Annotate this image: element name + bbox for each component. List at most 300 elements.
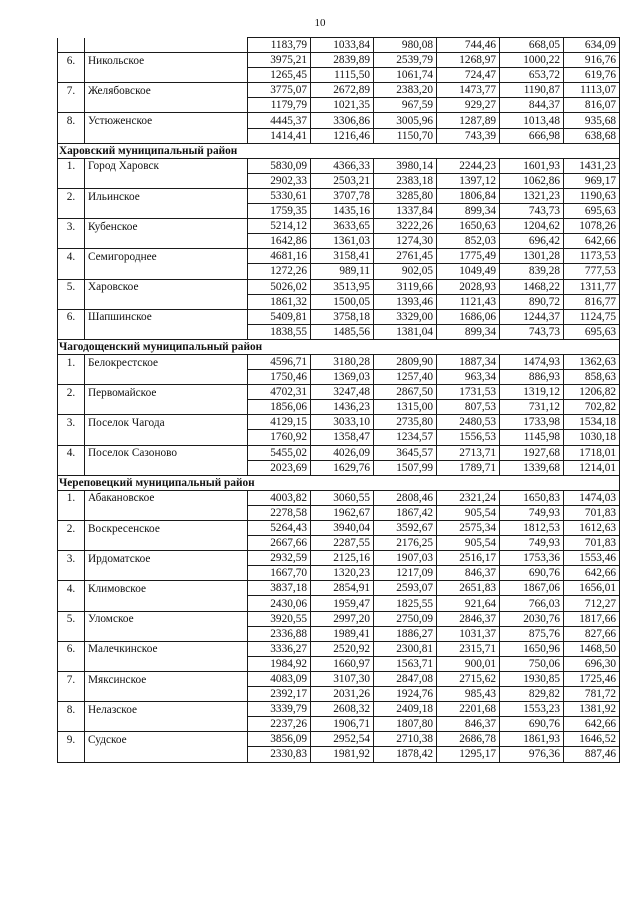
row-number: [58, 400, 85, 415]
value-cell: 1806,84: [437, 188, 500, 203]
value-cell: 668,05: [500, 38, 564, 53]
value-cell: 2125,16: [311, 551, 374, 566]
value-cell: 4083,09: [248, 671, 311, 686]
value-cell: 1244,37: [500, 309, 564, 324]
table-row: [58, 264, 620, 279]
value-cell: 2672,89: [311, 83, 374, 98]
value-cell: 4681,16: [248, 249, 311, 264]
value-cell: 1115,50: [311, 68, 374, 83]
value-cell: 846,37: [437, 717, 500, 732]
value-cell: 2715,62: [437, 671, 500, 686]
value-cell: 743,73: [500, 324, 564, 339]
settlement-name: [85, 460, 248, 475]
value-cell: 890,72: [500, 294, 564, 309]
table-row: [58, 445, 620, 460]
value-cell: 3837,18: [248, 581, 311, 596]
value-cell: 743,73: [500, 204, 564, 219]
value-cell: 695,63: [564, 204, 620, 219]
table-row: [58, 83, 620, 98]
table-row: [58, 204, 620, 219]
value-cell: 1750,46: [248, 370, 311, 385]
row-number: [58, 460, 85, 475]
value-cell: 899,34: [437, 324, 500, 339]
value-cell: 935,68: [564, 113, 620, 128]
settlement-name: Судское: [85, 732, 248, 747]
value-cell: 777,53: [564, 264, 620, 279]
value-cell: 1856,06: [248, 400, 311, 415]
value-cell: 1214,01: [564, 460, 620, 475]
value-cell: 3119,66: [374, 279, 437, 294]
row-number: [58, 68, 85, 83]
table-row: [58, 656, 620, 671]
value-cell: 1031,37: [437, 626, 500, 641]
value-cell: 1268,97: [437, 53, 500, 68]
settlement-name: [85, 626, 248, 641]
table-row: [58, 717, 620, 732]
value-cell: 3940,04: [311, 521, 374, 536]
value-cell: 2031,26: [311, 687, 374, 702]
value-cell: 1989,41: [311, 626, 374, 641]
value-cell: 1753,36: [500, 551, 564, 566]
value-cell: 916,76: [564, 53, 620, 68]
value-cell: 846,37: [437, 566, 500, 581]
value-cell: 2686,78: [437, 732, 500, 747]
table-row: [58, 324, 620, 339]
row-number: [58, 370, 85, 385]
value-cell: 1733,98: [500, 415, 564, 430]
value-cell: 1981,92: [311, 747, 374, 762]
value-cell: 816,77: [564, 294, 620, 309]
value-cell: 750,06: [500, 656, 564, 671]
value-cell: 1183,79: [248, 38, 311, 53]
value-cell: 1311,77: [564, 279, 620, 294]
row-number: 6.: [58, 309, 85, 324]
row-number: 6.: [58, 641, 85, 656]
table-row: [58, 219, 620, 234]
value-cell: 2713,71: [437, 445, 500, 460]
row-number: 3.: [58, 219, 85, 234]
value-cell: 2030,76: [500, 611, 564, 626]
value-cell: 1718,01: [564, 445, 620, 460]
settlement-name: [85, 234, 248, 249]
value-cell: 1553,23: [500, 702, 564, 717]
settlement-name: [85, 505, 248, 520]
value-cell: 1204,62: [500, 219, 564, 234]
settlement-name: Поселок Чагода: [85, 415, 248, 430]
value-cell: 3005,96: [374, 113, 437, 128]
value-cell: 619,76: [564, 68, 620, 83]
value-cell: 2244,23: [437, 158, 500, 173]
value-cell: 1361,03: [311, 234, 374, 249]
value-cell: 695,63: [564, 324, 620, 339]
section-title: Череповецкий муниципальный район: [58, 475, 620, 490]
value-cell: 2201,68: [437, 702, 500, 717]
value-cell: 985,43: [437, 687, 500, 702]
value-cell: 5409,81: [248, 309, 311, 324]
settlement-name: Кубенское: [85, 219, 248, 234]
value-cell: 3060,55: [311, 490, 374, 505]
settlement-name: [85, 68, 248, 83]
row-number: [58, 687, 85, 702]
row-number: 6.: [58, 53, 85, 68]
row-number: [58, 98, 85, 113]
row-number: 9.: [58, 732, 85, 747]
value-cell: 2593,07: [374, 581, 437, 596]
value-cell: 1190,63: [564, 188, 620, 203]
value-cell: 2808,46: [374, 490, 437, 505]
table-row: [58, 385, 620, 400]
settlement-name: Уломское: [85, 611, 248, 626]
table-row: [58, 566, 620, 581]
section-header-row: [58, 475, 620, 490]
value-cell: 3980,14: [374, 158, 437, 173]
table-row: [58, 551, 620, 566]
row-number: 2.: [58, 385, 85, 400]
value-cell: 1867,42: [374, 505, 437, 520]
table-row: [58, 521, 620, 536]
value-cell: 921,64: [437, 596, 500, 611]
page-number: 10: [314, 17, 326, 29]
value-cell: 3633,65: [311, 219, 374, 234]
settlement-name: Семигороднее: [85, 249, 248, 264]
value-cell: 1650,96: [500, 641, 564, 656]
value-cell: 1381,92: [564, 702, 620, 717]
value-cell: 1468,50: [564, 641, 620, 656]
value-cell: 5455,02: [248, 445, 311, 460]
settlement-name: Желябовское: [85, 83, 248, 98]
value-cell: 1612,63: [564, 521, 620, 536]
value-cell: 1217,09: [374, 566, 437, 581]
value-cell: 4702,31: [248, 385, 311, 400]
value-cell: 642,66: [564, 566, 620, 581]
value-cell: 3329,00: [374, 309, 437, 324]
value-cell: 1650,83: [500, 490, 564, 505]
value-cell: 980,08: [374, 38, 437, 53]
value-cell: 731,12: [500, 400, 564, 415]
value-cell: 3975,21: [248, 53, 311, 68]
value-cell: 1078,26: [564, 219, 620, 234]
value-cell: 1295,17: [437, 747, 500, 762]
value-cell: 1301,28: [500, 249, 564, 264]
value-cell: 4445,37: [248, 113, 311, 128]
value-cell: 3513,95: [311, 279, 374, 294]
settlement-name: [85, 536, 248, 551]
value-cell: 2503,21: [311, 173, 374, 188]
settlement-name: Устюженское: [85, 113, 248, 128]
value-cell: 1731,53: [437, 385, 500, 400]
value-cell: 2287,55: [311, 536, 374, 551]
value-cell: 2176,25: [374, 536, 437, 551]
value-cell: 1556,53: [437, 430, 500, 445]
value-cell: 3222,26: [374, 219, 437, 234]
row-number: [58, 173, 85, 188]
value-cell: 1272,26: [248, 264, 311, 279]
value-cell: 634,09: [564, 38, 620, 53]
value-cell: 3645,57: [374, 445, 437, 460]
value-cell: 2952,54: [311, 732, 374, 747]
table-row: [58, 460, 620, 475]
value-cell: 1878,42: [374, 747, 437, 762]
value-cell: 2028,93: [437, 279, 500, 294]
section-title: Харовский муниципальный район: [58, 143, 620, 158]
value-cell: 2023,69: [248, 460, 311, 475]
settlement-name: Харовское: [85, 279, 248, 294]
value-cell: 2735,80: [374, 415, 437, 430]
value-cell: 1381,04: [374, 324, 437, 339]
settlement-name: Малечкинское: [85, 641, 248, 656]
value-cell: 1113,07: [564, 83, 620, 98]
table-row: [58, 38, 620, 53]
table-row: [58, 249, 620, 264]
value-cell: 653,72: [500, 68, 564, 83]
settlement-name: Абакановское: [85, 490, 248, 505]
value-cell: 967,59: [374, 98, 437, 113]
value-cell: 2237,26: [248, 717, 311, 732]
value-cell: 3306,86: [311, 113, 374, 128]
value-cell: 3336,27: [248, 641, 311, 656]
value-cell: 2809,90: [374, 354, 437, 369]
table-row: [58, 596, 620, 611]
value-cell: 1962,67: [311, 505, 374, 520]
settlement-name: [85, 687, 248, 702]
settlement-name: Нелазское: [85, 702, 248, 717]
table-row: [58, 400, 620, 415]
value-cell: 1760,92: [248, 430, 311, 445]
value-cell: 1321,23: [500, 188, 564, 203]
value-cell: 2336,88: [248, 626, 311, 641]
row-number: [58, 324, 85, 339]
value-cell: 1206,82: [564, 385, 620, 400]
value-cell: 2278,58: [248, 505, 311, 520]
value-cell: 3033,10: [311, 415, 374, 430]
value-cell: 696,42: [500, 234, 564, 249]
value-cell: 3856,09: [248, 732, 311, 747]
value-cell: 1485,56: [311, 324, 374, 339]
table-row: [58, 732, 620, 747]
value-cell: 1173,53: [564, 249, 620, 264]
table-row: [58, 98, 620, 113]
row-number: [58, 264, 85, 279]
value-cell: 2392,17: [248, 687, 311, 702]
table-row: [58, 113, 620, 128]
row-number: 1.: [58, 354, 85, 369]
row-number: [58, 596, 85, 611]
value-cell: 1319,12: [500, 385, 564, 400]
value-cell: 844,37: [500, 98, 564, 113]
value-cell: 1601,93: [500, 158, 564, 173]
settlement-name: [85, 566, 248, 581]
row-number: 4.: [58, 581, 85, 596]
value-cell: 2847,08: [374, 671, 437, 686]
value-cell: 2480,53: [437, 415, 500, 430]
value-cell: 2761,45: [374, 249, 437, 264]
value-cell: 1315,00: [374, 400, 437, 415]
table-row: [58, 505, 620, 520]
value-cell: 690,76: [500, 717, 564, 732]
row-number: 1.: [58, 490, 85, 505]
value-cell: 2651,83: [437, 581, 500, 596]
value-cell: 1121,43: [437, 294, 500, 309]
table-row: [58, 173, 620, 188]
settlement-name: [85, 264, 248, 279]
row-number: 2.: [58, 521, 85, 536]
value-cell: 5214,12: [248, 219, 311, 234]
value-cell: 2667,66: [248, 536, 311, 551]
row-number: 3.: [58, 551, 85, 566]
value-cell: 1414,41: [248, 128, 311, 143]
value-cell: 887,46: [564, 747, 620, 762]
value-cell: 1033,84: [311, 38, 374, 53]
value-cell: 1049,49: [437, 264, 500, 279]
settlement-name: Поселок Сазоново: [85, 445, 248, 460]
value-cell: 1124,75: [564, 309, 620, 324]
value-cell: 5026,02: [248, 279, 311, 294]
value-cell: 2516,17: [437, 551, 500, 566]
value-cell: 1759,35: [248, 204, 311, 219]
table-row: [58, 309, 620, 324]
table-row: [58, 702, 620, 717]
value-cell: 1775,49: [437, 249, 500, 264]
value-cell: 2750,09: [374, 611, 437, 626]
value-cell: 2300,81: [374, 641, 437, 656]
value-cell: 976,36: [500, 747, 564, 762]
settlement-name: Мяксинское: [85, 671, 248, 686]
table-row: [58, 128, 620, 143]
value-cell: 1667,70: [248, 566, 311, 581]
value-cell: 1812,53: [500, 521, 564, 536]
settlement-name: [85, 656, 248, 671]
value-cell: 2932,59: [248, 551, 311, 566]
value-cell: 929,27: [437, 98, 500, 113]
value-cell: 1563,71: [374, 656, 437, 671]
settlement-name: Ирдоматское: [85, 551, 248, 566]
value-cell: 839,28: [500, 264, 564, 279]
settlement-name: Первомайское: [85, 385, 248, 400]
section-header-row: [58, 339, 620, 354]
value-cell: 702,82: [564, 400, 620, 415]
value-cell: 1474,93: [500, 354, 564, 369]
row-number: 8.: [58, 113, 85, 128]
value-cell: 1369,03: [311, 370, 374, 385]
settlement-name: [85, 430, 248, 445]
value-cell: 3247,48: [311, 385, 374, 400]
value-cell: 1474,03: [564, 490, 620, 505]
value-cell: 1030,18: [564, 430, 620, 445]
row-number: 4.: [58, 445, 85, 460]
value-cell: 3158,41: [311, 249, 374, 264]
value-cell: 1686,06: [437, 309, 500, 324]
value-cell: 1061,74: [374, 68, 437, 83]
value-cell: 1397,12: [437, 173, 500, 188]
value-cell: 2839,89: [311, 53, 374, 68]
value-cell: 963,34: [437, 370, 500, 385]
value-cell: 1650,63: [437, 219, 500, 234]
table-row: [58, 354, 620, 369]
value-cell: 2854,91: [311, 581, 374, 596]
table-row: [58, 611, 620, 626]
settlement-name: [85, 38, 248, 53]
settlement-name: Никольское: [85, 53, 248, 68]
value-cell: 2846,37: [437, 611, 500, 626]
row-number: 7.: [58, 671, 85, 686]
value-cell: 696,30: [564, 656, 620, 671]
value-cell: 1000,22: [500, 53, 564, 68]
value-cell: 852,03: [437, 234, 500, 249]
value-cell: 1886,27: [374, 626, 437, 641]
value-cell: 1216,46: [311, 128, 374, 143]
value-cell: 1500,05: [311, 294, 374, 309]
value-cell: 900,01: [437, 656, 500, 671]
value-cell: 1435,16: [311, 204, 374, 219]
value-cell: 827,66: [564, 626, 620, 641]
settlement-name: [85, 400, 248, 415]
value-cell: 1393,46: [374, 294, 437, 309]
value-cell: 1013,48: [500, 113, 564, 128]
value-cell: 701,83: [564, 505, 620, 520]
table-row: [58, 687, 620, 702]
value-cell: 1150,70: [374, 128, 437, 143]
row-number: [58, 430, 85, 445]
value-cell: 2867,50: [374, 385, 437, 400]
value-cell: 2383,18: [374, 173, 437, 188]
value-cell: 5330,61: [248, 188, 311, 203]
value-cell: 1906,71: [311, 717, 374, 732]
row-number: 8.: [58, 702, 85, 717]
value-cell: 1553,46: [564, 551, 620, 566]
value-cell: 1274,30: [374, 234, 437, 249]
value-cell: 1642,86: [248, 234, 311, 249]
settlement-name: [85, 294, 248, 309]
value-cell: 2383,20: [374, 83, 437, 98]
value-cell: 2902,33: [248, 173, 311, 188]
value-cell: 1021,35: [311, 98, 374, 113]
value-cell: 1984,92: [248, 656, 311, 671]
value-cell: 3920,55: [248, 611, 311, 626]
settlement-name: Климовское: [85, 581, 248, 596]
value-cell: 2608,32: [311, 702, 374, 717]
table-row: [58, 279, 620, 294]
row-number: [58, 747, 85, 762]
value-cell: 905,54: [437, 536, 500, 551]
value-cell: 1660,97: [311, 656, 374, 671]
table-row: [58, 234, 620, 249]
settlement-name: [85, 324, 248, 339]
row-number: 2.: [58, 188, 85, 203]
table-row: [58, 370, 620, 385]
value-cell: 1807,80: [374, 717, 437, 732]
value-cell: 886,93: [500, 370, 564, 385]
value-cell: 1436,23: [311, 400, 374, 415]
value-cell: 1190,87: [500, 83, 564, 98]
value-cell: 749,93: [500, 536, 564, 551]
value-cell: 816,07: [564, 98, 620, 113]
value-cell: 2997,20: [311, 611, 374, 626]
value-cell: 1145,98: [500, 430, 564, 445]
row-number: [58, 536, 85, 551]
settlement-name: [85, 98, 248, 113]
settlement-name: Белокрестское: [85, 354, 248, 369]
value-cell: 1062,86: [500, 173, 564, 188]
value-cell: 642,66: [564, 234, 620, 249]
value-cell: 1257,40: [374, 370, 437, 385]
value-cell: 1861,32: [248, 294, 311, 309]
value-cell: 1867,06: [500, 581, 564, 596]
row-number: [58, 566, 85, 581]
value-cell: 875,76: [500, 626, 564, 641]
value-cell: 2520,92: [311, 641, 374, 656]
settlement-name: [85, 747, 248, 762]
value-cell: 3592,67: [374, 521, 437, 536]
